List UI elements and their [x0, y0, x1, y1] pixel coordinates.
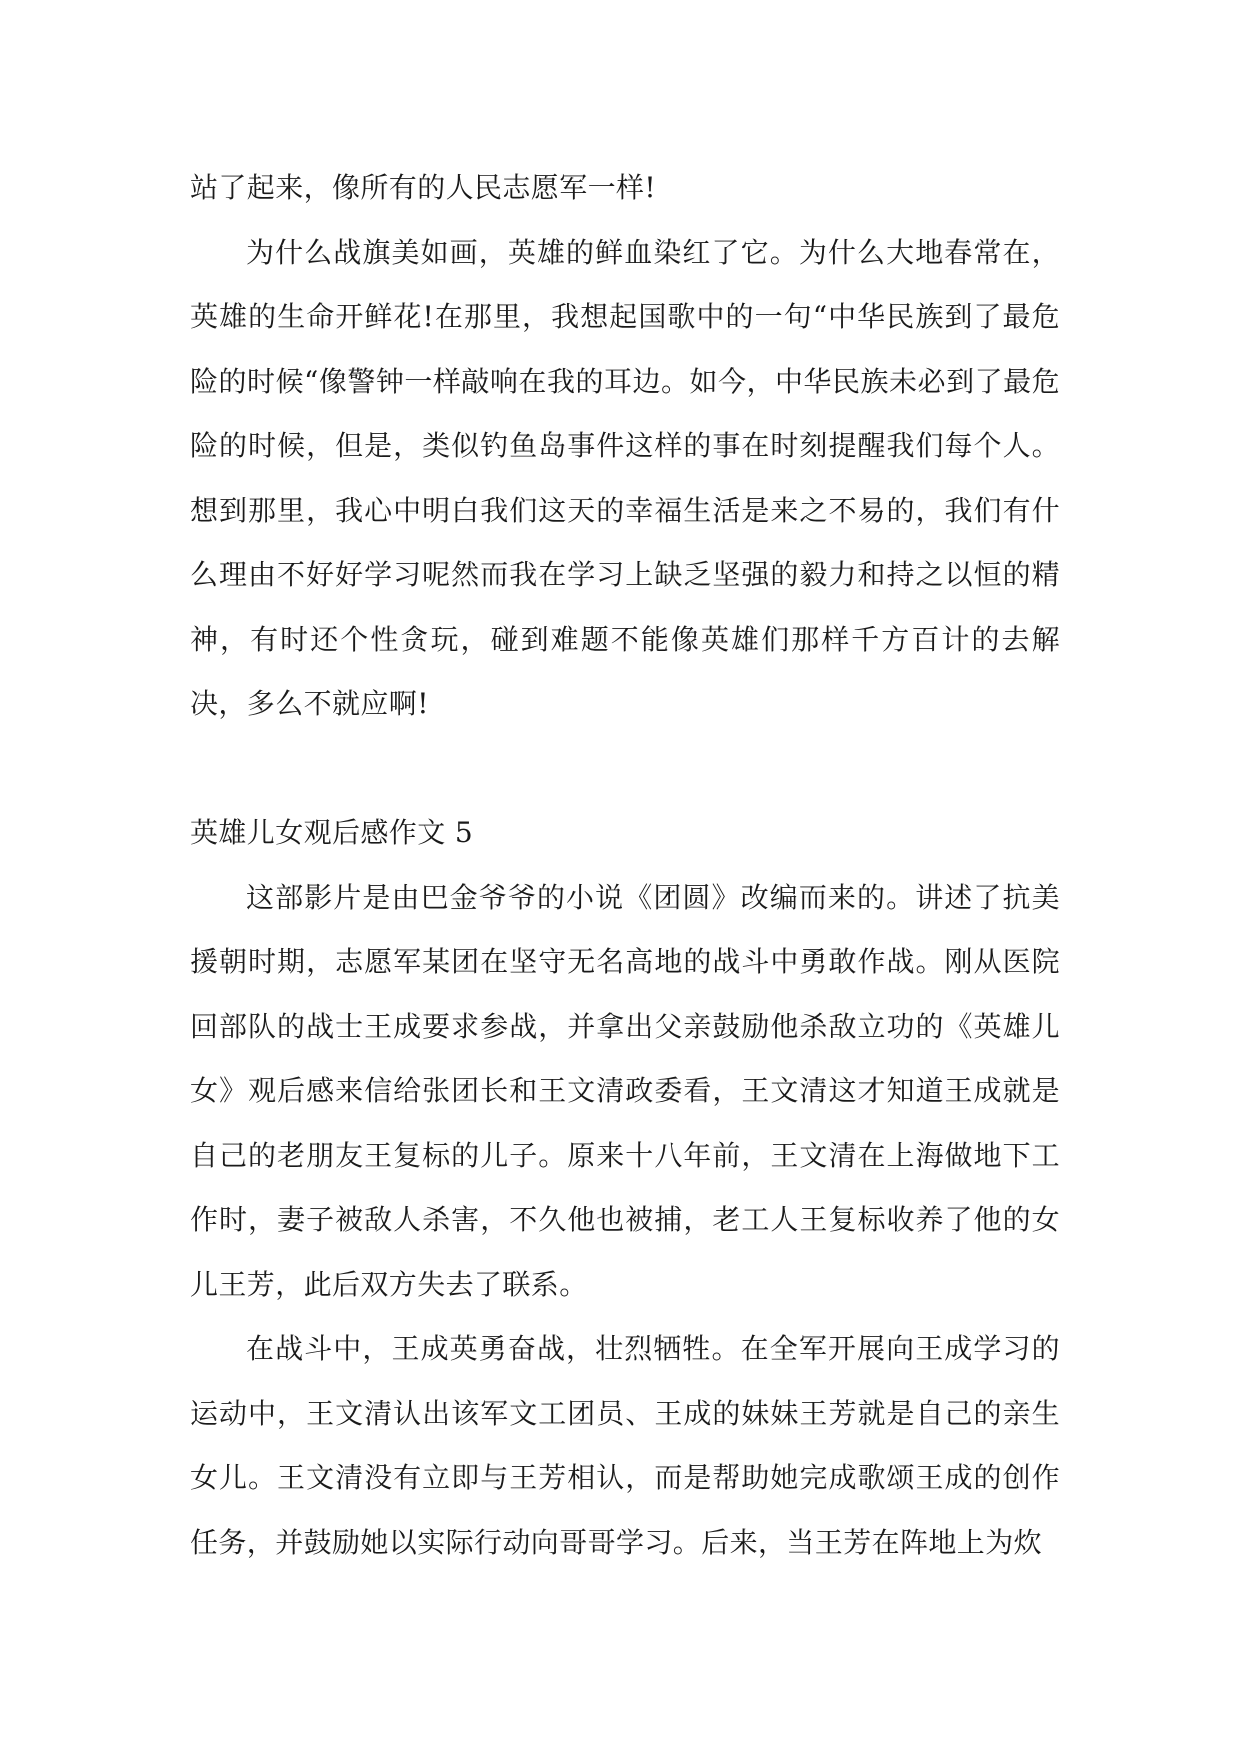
- document-body: [190, 156, 1060, 1575]
- paragraph-continuation: 站了起来，像所有的人民志愿军一样!: [190, 171, 657, 204]
- section-heading: 英雄儿女观后感作文 5: [190, 816, 474, 849]
- paragraph-spacer: [190, 737, 1060, 802]
- paragraph-film-summary: 这部影片是由巴金爷爷的小说《团圆》改编而来的。讲述了抗美援朝时期，志愿军某团在坚守无名高地的战斗中勇敢作战。刚从医院回部队的战士王成要求参战，并拿出父亲鼓励他杀敌立功的《英雄儿女》观后感来信给张团长和王文清政委看，王文清这才知道王成就是自己的老朋友王复标的儿子。原来十八年前，王文清在上海做地下工作时，妻子被敌人杀害，不久他也被捕，老工人王复标收养了他的女儿王芳，此后双方失去了联系。: [190, 880, 1060, 1301]
- paragraph-battle: 在战斗中，王成英勇奋战，壮烈牺牲。在全军开展向王成学习的运动中，王文清认出该军文工团员、王成的妹妹王芳就是自己的亲生女儿。王文清没有立即与王芳相认，而是帮助她完成歌颂王成的创作任务，并鼓励她以实际行动向哥哥学习。后来，当王芳在阵地上为炊: [190, 1332, 1060, 1559]
- paragraph-reflection: 为什么战旗美如画，英雄的鲜血染红了它。为什么大地春常在，英雄的生命开鲜花!在那里，我想起国歌中的一句“中华民族到了最危险的时候“像警钟一样敲响在我的耳边。如今，中华民族未必到了最危险的时候，但是，类似钓鱼岛事件这样的事在时刻提醒我们每个人。想到那里，我心中明白我们这天的幸福生活是来之不易的，我们有什么理由不好好学习呢然而我在学习上缺乏坚强的毅力和持之以恒的精神，有时还个性贪玩，碰到难题不能像英雄们那样千方百计的去解决，多么不就应啊!: [190, 235, 1060, 720]
